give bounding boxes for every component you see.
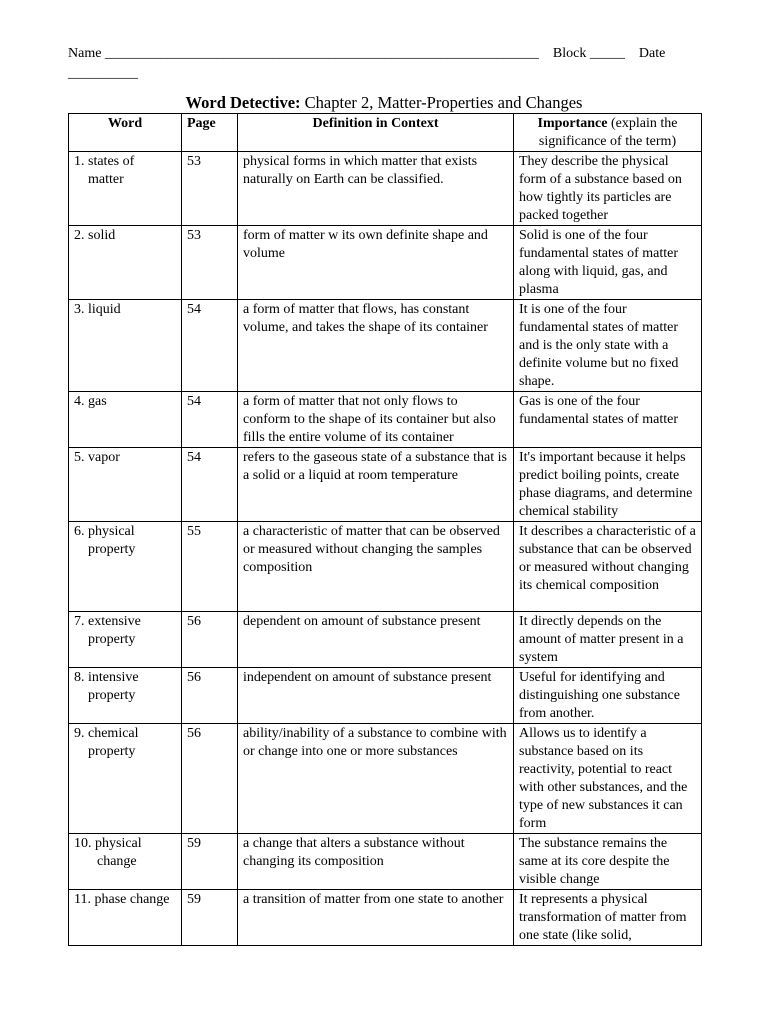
word-text: 8. intensive [74, 670, 139, 685]
word-cell [69, 890, 182, 946]
word-cell [69, 226, 182, 300]
title-rest: Chapter 2, Matter-Properties and Changes [300, 93, 583, 112]
table-row [69, 890, 702, 946]
vocabulary-table [68, 113, 702, 946]
word-text-line2: change [97, 854, 137, 869]
word-text-line2: property [88, 632, 136, 647]
definition-cell: refers to the gaseous state of a substance that is a solid or a liquid at room temperature [238, 448, 514, 522]
word-text-line2: property [88, 744, 136, 759]
page-cell: 53 [182, 152, 238, 226]
table-row [69, 152, 702, 226]
word-text: 9. chemical [74, 726, 139, 741]
definition-cell: dependent on amount of substance present [238, 612, 514, 668]
word-text: 6. physical [74, 524, 135, 539]
importance-cell: The substance remains the same at its core despite the visible change [514, 834, 702, 890]
importance-cell: It is one of the four fundamental states of matter and is the only state with a definite volume but no fixed shape. [514, 300, 702, 392]
importance-cell: Allows us to identify a substance based on its reactivity, potential to react with other substances, and the type of new substances it can form [514, 724, 702, 834]
worksheet-title [0, 93, 768, 113]
table-row [69, 392, 702, 448]
word-cell [69, 522, 182, 612]
page-cell: 54 [182, 392, 238, 448]
importance-cell: It's important because it helps predict boiling points, create phase diagrams, and determine chemical stability [514, 448, 702, 522]
definition-cell: a transition of matter from one state to another [238, 890, 514, 946]
table-row [69, 612, 702, 668]
table-header-row [69, 114, 702, 152]
word-text: 3. liquid [74, 302, 121, 317]
word-text: 11. phase change [74, 892, 170, 907]
definition-cell: ability/inability of a substance to combine with or change into one or more substances [238, 724, 514, 834]
definition-cell: independent on amount of substance present [238, 668, 514, 724]
word-cell [69, 152, 182, 226]
page-cell: 55 [182, 522, 238, 612]
word-text: 7. extensive [74, 614, 141, 629]
header-importance-rest: (explain the significance of the term) [538, 116, 678, 149]
word-cell [69, 392, 182, 448]
table-row [69, 522, 702, 612]
word-cell [69, 724, 182, 834]
word-text-line2: property [88, 688, 136, 703]
header-importance [514, 114, 702, 152]
word-cell [69, 448, 182, 522]
name-block-date-line: Name ______________________________________________________________ Block _____ Date __________ [68, 46, 669, 81]
word-cell [69, 300, 182, 392]
table-row [69, 668, 702, 724]
page-cell: 59 [182, 834, 238, 890]
title-bold: Word Detective: [185, 93, 301, 112]
importance-cell: It directly depends on the amount of matter present in a system [514, 612, 702, 668]
page-cell: 54 [182, 300, 238, 392]
header-word: Word [69, 114, 182, 152]
definition-cell: a form of matter that not only flows to conform to the shape of its container but also fills the entire volume of its container [238, 392, 514, 448]
table-row [69, 300, 702, 392]
page-cell: 53 [182, 226, 238, 300]
importance-cell: Solid is one of the four fundamental states of matter along with liquid, gas, and plasma [514, 226, 702, 300]
word-text-line2: property [88, 542, 136, 557]
header-definition: Definition in Context [238, 114, 514, 152]
importance-cell: Gas is one of the four fundamental states of matter [514, 392, 702, 448]
definition-cell: form of matter w its own definite shape and volume [238, 226, 514, 300]
word-cell [69, 668, 182, 724]
table-row [69, 226, 702, 300]
definition-cell: a characteristic of matter that can be observed or measured without changing the samples composition [238, 522, 514, 612]
word-cell [69, 612, 182, 668]
word-text-line2: matter [88, 172, 124, 187]
definition-cell: physical forms in which matter that exists naturally on Earth can be classified. [238, 152, 514, 226]
definition-cell: a form of matter that flows, has constant volume, and takes the shape of its container [238, 300, 514, 392]
word-text: 10. physical [74, 836, 142, 851]
word-text: 4. gas [74, 394, 107, 409]
importance-cell: They describe the physical form of a substance based on how tightly its particles are packed together [514, 152, 702, 226]
page-cell: 56 [182, 612, 238, 668]
header-importance-bold: Importance [537, 116, 608, 131]
header-page: Page [182, 114, 238, 152]
word-text: 1. states of [74, 154, 135, 169]
word-text: 5. vapor [74, 450, 120, 465]
table-row [69, 448, 702, 522]
page-cell: 59 [182, 890, 238, 946]
table-row [69, 724, 702, 834]
page-cell: 54 [182, 448, 238, 522]
word-text: 2. solid [74, 228, 116, 243]
word-cell [69, 834, 182, 890]
importance-cell: It describes a characteristic of a substance that can be observed or measured without changing its chemical composition [514, 522, 702, 612]
page-cell: 56 [182, 668, 238, 724]
page-cell: 56 [182, 724, 238, 834]
table-row [69, 834, 702, 890]
importance-cell: Useful for identifying and distinguishing one substance from another. [514, 668, 702, 724]
importance-cell: It represents a physical transformation of matter from one state (like solid, [514, 890, 702, 946]
definition-cell: a change that alters a substance without changing its composition [238, 834, 514, 890]
